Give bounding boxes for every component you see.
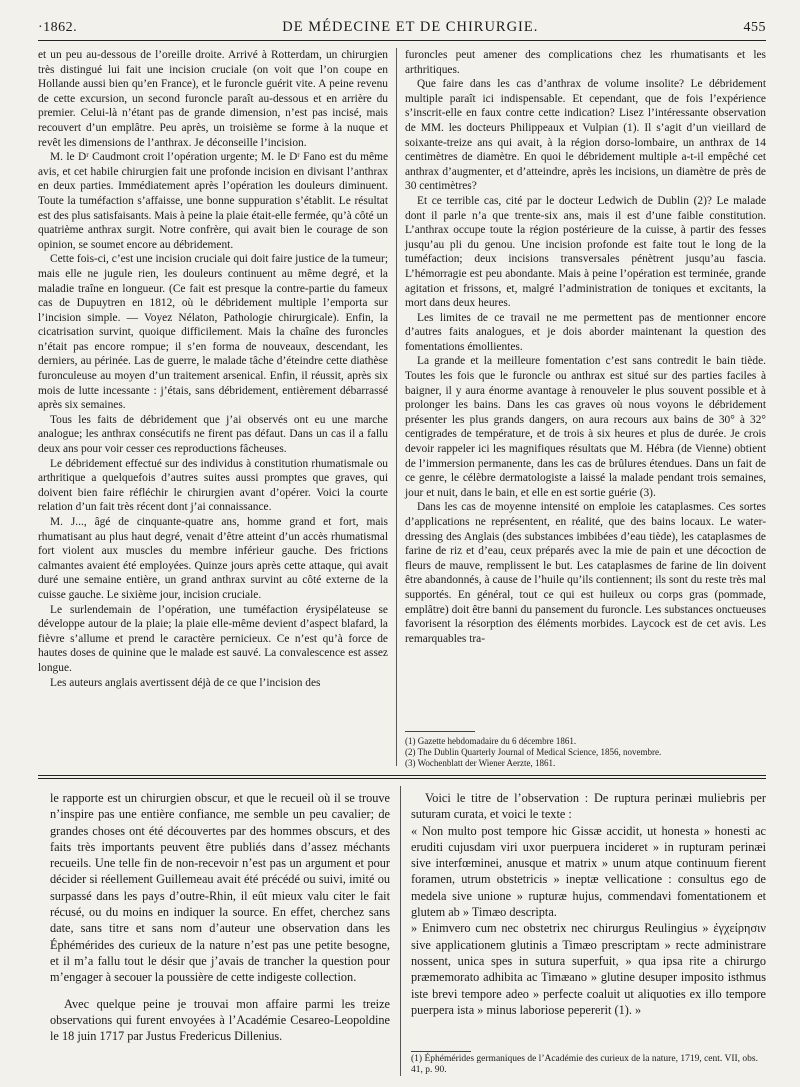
page-number: 455 bbox=[743, 20, 766, 35]
column-divider bbox=[396, 48, 397, 766]
footnote: (3) Wochenblatt der Wiener Aerzte, 1861. bbox=[405, 758, 556, 769]
paragraph: M. J..., âgé de cinquante-quatre ans, homme grand et fort, mais rhumatisant au plus haut degré, venait d’être atteint d’un accès rhumatismal fort violent aux muscles du membre inférieur gauche. Des frictions calmantes avaient été employées. Quinze jours après cette attaque, qui avait duré une semaine entière, un grand anthrax survint au côté externe de la cuisse gauche. Le sixième jour, incision cruciale. bbox=[38, 516, 388, 601]
quotation-paragraph: » Enimvero cum nec obstetrix nec chirurgus Reulingius » ἐγχείρησιν sive applicationem glutinis a Timæo prescriptam » recte administrare nossent, unica spes in sutura superfuit, » qua ipsa rite a chirurgo præmemorato adhibita ac Timæano » glutine desuper imposito isthmus iste brevi tempore adeo » perfecte coaluit ut aliquoties ex illo tempore puerpera ista » minus laboriose pepererit (1). » bbox=[411, 921, 766, 1017]
right-column bbox=[405, 48, 766, 646]
header-year: ·1862. bbox=[38, 20, 78, 35]
latin-quotation bbox=[411, 823, 766, 1019]
header-title: DE MÉDECINE ET DE CHIRURGIE. bbox=[282, 19, 539, 35]
footnote: (2) The Dublin Quarterly Journal of Medical Science, 1856, novembre. bbox=[405, 747, 662, 758]
quotation-paragraph: « Non multo post tempore hic Gissæ accidit, ut honesta » honesti ac eruditi cujusdam viri uxor puerpuera incideret » in rupturam perinæi sive interfœminei, anusque et matrix » unum atque continuum fierent foramen, utrum obstetricis » ineptæ vellicatione : consultus ego de medela sive unione » rupturæ hujus, commendavi fomentationem et glutem ab » Timæo descripta. bbox=[411, 823, 766, 920]
feuilleton-footnote: (1) Éphémérides germaniques de l’Académie des curieux de la nature, 1719, cent. VII, obs. 41, p. 90. bbox=[411, 1054, 758, 1076]
paragraph: M. le Dʳ Caudmont croit l’opération urgente; M. le Dʳ Fano est du même avis, et cet habile chirurgien fait une profonde incision en divisant l’anthrax en deux parties. Immédiatement après l’opération les douleurs diminuent. Toute la tuméfaction s’affaisse, une bonne suppuration s’établit. Le résultat est des plus satisfaisants. Mais à peine la plaie était-elle fermée, qu’à côté un quatrième anthrax surgit. Notre confrère, qui avait bien le courage de son opinion, se soumet encore au débridement. bbox=[38, 151, 388, 251]
footnote: (1) Gazette hebdomadaire du 6 décembre 1861. bbox=[405, 736, 577, 746]
feuilleton-column-divider bbox=[400, 786, 401, 1076]
footnotes bbox=[405, 736, 766, 770]
paragraph: Et ce terrible cas, cité par le docteur Ledwich de Dublin (2)? Le malade dont il parle n’a que trente-six ans, mais il est d’une faible constitution. L’anthrax occupe toute la région postérieure de la cuisse, à partir des fesses jusqu’au pli du genou. Une incision profonde est faite tout le long de la tuméfaction; deux incisions transversales pénètrent jusqu’au fascia. L’hémorragie est peu abondante. Mais à peine l’opération est terminée, grande agitation et frissons, et, malgré l’administration de toniques et excitants, la mort dans deux heures. bbox=[405, 194, 766, 310]
paragraph: La grande et la meilleure fomentation c’est sans contredit le bain tiède. Toutes les fois que le furoncle ou anthrax est situé sur des parties faciles à baigner, il y aura énorme avantage à renouveler le plus souvent possible et à prolonger les bains. Dans les cas graves où nous voyons le débridement présenter les plus grands dangers, on aura recours aux bains de 30° à 32° centigrades de température, et de trois à six heures et plus de durée. Je crois devoir rappeler ici les magnifiques résultats que M. Hébra (de Vienne) obtient de l’immersion permanente, dans les cas de brûlures étendues. Dans un fait de ce genre, le célèbre dermatologiste a laissé la malade pendant trois semaines, jour et nuit, dans le bain, et elle en est sortie guérie (3). bbox=[405, 355, 766, 499]
feuilleton-right-column bbox=[411, 790, 766, 1018]
paragraph: et un peu au-dessous de l’oreille droite. Arrivé à Rotterdam, un chirurgien très distingué lui fait une incision cruciale (on voit que l’on coupe en Hollande aussi bien qu’en France), et le furoncle guérit vite. A peine revenu de cette excursion, un second furoncle paraît au-dessous et en arrière du premier. Celui-là n’étant pas de grande dimension, n’est pas incisé, mais recouvert d’un emplâtre. Peu après, un troisième se forme à la nuque et revêt les dimensions de l’anthrax. Je déconseille l’incision. bbox=[38, 49, 388, 149]
paragraph: Que faire dans les cas d’anthrax de volume insolite? Le débridement multiple paraît ici indispensable. Et cependant, que de fois l’expérience s’inscrit-elle en faux contre cette indication? Lisez l’intéressante observation de MM. les docteurs Philippeaux et Vulpian (1). Il s’agit d’un vieillard de soixante-treize ans qui avait, à la région dorso-lombaire, un anthrax de 14 centimètres de diamètre. En quoi le débridement multiple a-t-il empêché cet anthrax d’augmenter, et d’atteindre, après les incisions, un diamètre de près de 30 centimètres? bbox=[405, 78, 766, 193]
observation-title: Voici le titre de l’observation : De ruptura perinæi muliebris per suturam curata, et voici le texte : bbox=[411, 791, 766, 822]
paragraph: Avec quelque peine je trouvai mon affaire parmi les treize observations qui furent envoyées à l’Académie Cesareo-Leopoldine le 18 juin 1717 par Justus Fredericus Dillenius. bbox=[50, 996, 390, 1044]
paragraph: Les auteurs anglais avertissent déjà de ce que l’incision des bbox=[50, 676, 321, 689]
paragraph: Dans les cas de moyenne intensité on emploie les cataplasmes. Ces sortes d’applications ne représentent, en réalité, que des bains locaux. Le water-dressing des Anglais (des substances imbibées d’eau tiède), les cataplasmes de farine de riz et d’eau, ceux préparés avec la mie de pain et une décoction de fleurs de mauve, remplissent le but. Les cataplasmes de farine de lin doivent être abandonnés, à cause de l’huile qu’ils contiennent; ils sont du reste très mal supportés. En général, tout ce qui est huileux ou corps gras (pommade, emplâtre) doit être banni du pansement du furoncle. Les substances onctueuses favorisent la résorption des éléments morbides. Laycock est de cet avis. Les remarquables tra- bbox=[405, 501, 766, 645]
page-header bbox=[38, 14, 766, 36]
section-rule-thin bbox=[38, 778, 766, 779]
feuilleton-footnote-rule bbox=[411, 1051, 471, 1052]
paragraph: Cette fois-ci, c’est une incision cruciale qui doit faire justice de la tumeur; mais elle ne jugule rien, les douleurs continuent au même degré, et la maladie traîne en longueur. (Ce fait est presque la contre-partie du fameux cas de Dupuytren en 1812, où le débridement multiple l’emporta sur l’incision simple. — Voyez Nélaton, Pathologie chirurgicale). Enfin, la cicatrisation survint, quoique difficilement. Mais la chaîne des furoncles n’était pas encore rompue; il s’en forma de nouveaux, descendant, les derniers, au périnée. Las de guerre, le malade tâche d’éteindre cette diathèse furonculeuse au moyen d’un traitement arsenical. Enfin, il réussit, après six mois de lutte incessante : j’étais, sans débridement, entièrement débarrassé après six semaines. bbox=[38, 253, 388, 412]
section-rule bbox=[38, 775, 766, 776]
paragraph: le rapporte est un chirurgien obscur, et que le recueil où il se trouve n’inspire pas une entière confiance, me semble un peu cavalier; de grandes choses ont été découvertes par des hommes obscurs, et des faits très importants peuvent être publiés dans d’assez méchants recueils. Une telle fin de non-recevoir n’est pas un argument et pour décider si réellement Guillemeau avait été précédé ou suivi, imité ou surpassé dans les pays d’outre-Rhin, il eût mieux valu citer le fait récusé, ou du moins en indiquer la source. En effet, cherchez sans date, sans titre et sans nom d’auteur une observation dans les Éphémérides des curieux de la nature n’est pas une petite besogne, et il m’a fallu tout le désir que j’avais de trancher la question pour m’engager à secouer la poussière de cette indigeste collection. bbox=[50, 791, 390, 985]
left-column bbox=[38, 48, 388, 690]
paragraph: Le surlendemain de l’opération, une tuméfaction érysipélateuse se développe autour de la plaie; la plaie elle-même devient d’aspect blafard, la fièvre s’allume et prend le caractère pernicieux. Ce n’est qu’à force de hautes doses de quinine que le malade est sauvé. La convalescence est assez longue. bbox=[38, 603, 388, 674]
paragraph: Tous les faits de débridement que j’ai observés ont eu une marche analogue; les anthrax consécutifs ne firent pas défaut. Dans un cas il a fallu deux ans pour voir cesser ces reproductions fâcheuses. bbox=[38, 413, 388, 456]
footnote-rule bbox=[405, 731, 475, 732]
paragraph: Les limites de ce travail ne me permettent pas de mentionner encore d’autres faits analogues, et je dois aborder maintenant la question des fomentations émollientes. bbox=[405, 311, 766, 353]
paragraph: furoncles peut amener des complications chez les rhumatisants et les arthritiques. bbox=[405, 49, 766, 76]
paragraph: Le débridement effectué sur des individus à constitution rhumatismale ou arthritique a quelquefois d’autres suites aussi promptes que graves, qui doivent bien faire réfléchir le chirurgien avant d’opérer. Voici la courte relation d’un fait très récent dont j’ai connaissance. bbox=[38, 457, 388, 514]
header-rule bbox=[38, 40, 766, 41]
feuilleton-left-column bbox=[50, 790, 390, 1044]
